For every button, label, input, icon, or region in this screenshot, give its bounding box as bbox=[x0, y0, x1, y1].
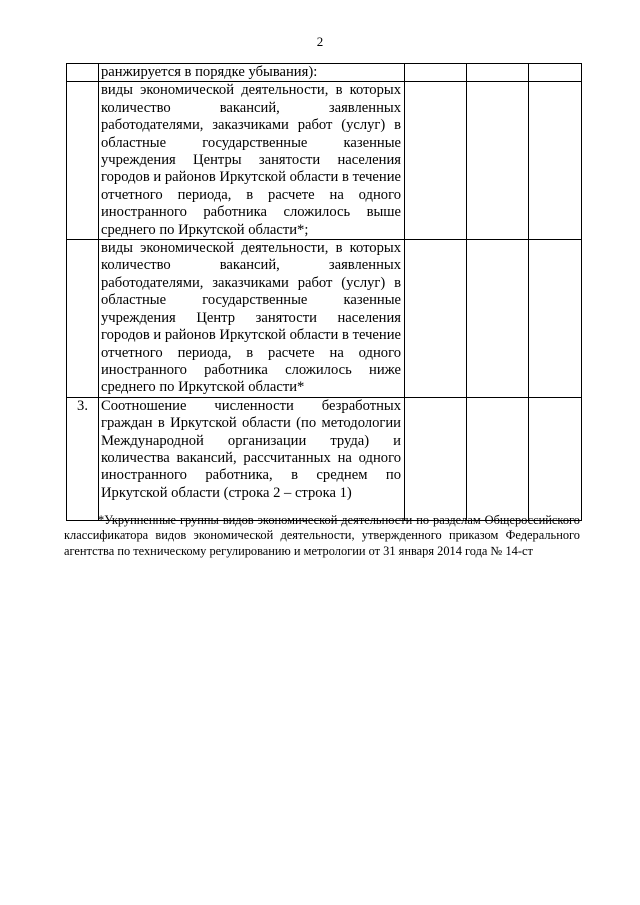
value-cell bbox=[529, 240, 582, 398]
row-text-cell bbox=[99, 397, 405, 520]
value-cell bbox=[467, 82, 529, 240]
row-number bbox=[67, 240, 99, 398]
value-cell bbox=[467, 397, 529, 520]
footnote-text: *Укрупненные группы видов экономической деятельности по разделам Общероссийского классификатора видов экономической деятельности, утвержденного приказом Федерального агентства по техническому регулированию и метрологии от 31 января 2014 года № 14-ст bbox=[64, 513, 580, 558]
row-text: Соотношение численности безработных граждан в Иркутской области (по методологии Международной организации труда) и количества вакансий, рассчитанных на одного иностранного работника, в среднем по Иркутской области (строка 2 – строка 1) bbox=[101, 397, 401, 501]
row-text-cell bbox=[99, 64, 405, 82]
value-cell bbox=[405, 64, 467, 82]
row-text: ранжируется в порядке убывания): bbox=[101, 64, 318, 80]
row-number bbox=[67, 82, 99, 240]
table-row bbox=[67, 397, 582, 520]
table-row bbox=[67, 240, 582, 398]
row-text: виды экономической деятельности, в которых количество вакансий, заявленных работодателями, заказчиками работ (услуг) в областные государственные казенные учреждения Центры занятости населения городов и районов Иркутской области в течение отчетного периода, в расчете на одного иностранного работника сложилось выше среднего по Иркутской области*; bbox=[101, 82, 401, 238]
value-cell bbox=[405, 240, 467, 398]
footnote bbox=[64, 513, 580, 559]
row-text: виды экономической деятельности, в которых количество вакансий, заявленных работодателями, заказчиками работ (услуг) в областные государственные казенные учреждения Центр занятости населения городов и районов Иркутской области в течение отчетного периода, в расчете на одного иностранного работника сложилось ниже среднего по Иркутской области* bbox=[101, 240, 401, 396]
row-text-cell bbox=[99, 240, 405, 398]
row-number bbox=[67, 64, 99, 82]
value-cell bbox=[467, 240, 529, 398]
value-cell bbox=[405, 397, 467, 520]
value-cell bbox=[529, 397, 582, 520]
value-cell bbox=[405, 82, 467, 240]
value-cell bbox=[529, 82, 582, 240]
row-text-cell bbox=[99, 82, 405, 240]
value-cell bbox=[467, 64, 529, 82]
page-number: 2 bbox=[316, 34, 324, 49]
row-number: 3. bbox=[67, 397, 99, 520]
indicators-table bbox=[66, 63, 582, 521]
table-row bbox=[67, 64, 582, 82]
value-cell bbox=[529, 64, 582, 82]
table-row bbox=[67, 82, 582, 240]
